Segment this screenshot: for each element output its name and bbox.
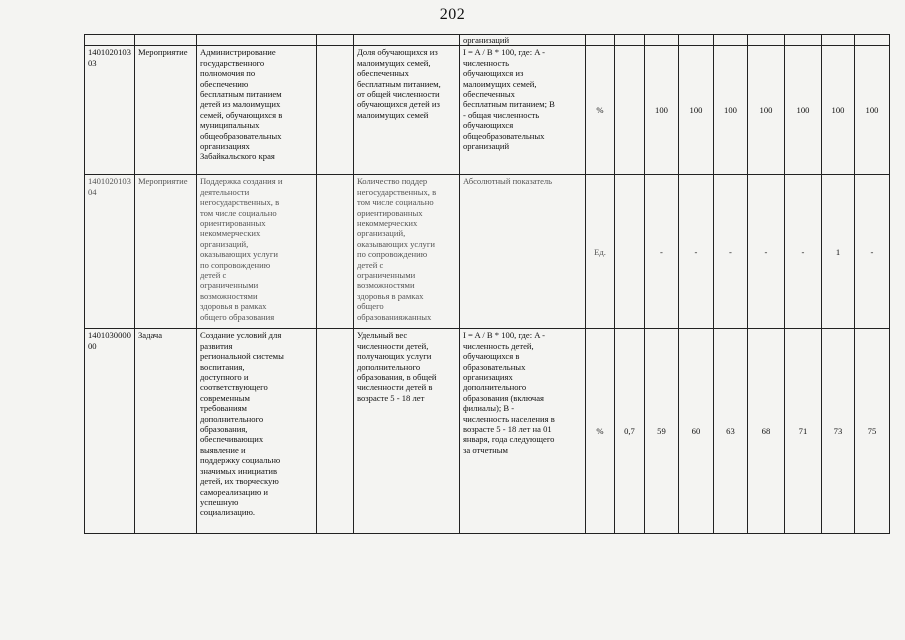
table-cell — [784, 35, 821, 46]
row-value: 60 — [678, 329, 713, 534]
row-value: 100 — [713, 46, 747, 175]
row-type: Мероприятие — [134, 175, 196, 329]
row-indicator: Количество поддер негосударственных, в том числе социально ориентированных некоммерческих организаций, оказывающих услуги по сопровождению детей с ограниченными возможностями здоровья в рамках общего образованияжанных — [353, 175, 459, 329]
row-value: 100 — [747, 46, 784, 175]
empty-cell — [316, 329, 353, 534]
table-row — [85, 46, 890, 175]
table-cell — [747, 35, 784, 46]
table-cell — [713, 35, 747, 46]
row-value: - — [678, 175, 713, 329]
row-value: - — [784, 175, 821, 329]
row-formula: Абсолютный показатель — [459, 175, 585, 329]
row-unit: % — [585, 329, 614, 534]
row-value: 71 — [784, 329, 821, 534]
row-value: 75 — [854, 329, 889, 534]
continued-formula-fragment: организаций — [459, 35, 585, 46]
page-number: 202 — [439, 6, 466, 23]
table-cell — [644, 35, 678, 46]
table-cell — [196, 35, 316, 46]
table-cell — [134, 35, 196, 46]
row-indicator: Доля обучающихся из малоимущих семей, обеспеченных бесплатным питанием, от общей численности обучающихся детей из малоимущих семей — [353, 46, 459, 175]
row-formula: I = A / B * 100, где: A - численность детей, обучающихся в образовательных организациях дополнительного образования (включая филиалы); B - численность населения в возрасте 5 - 18 лет на 01 января, года следующего за отчетным — [459, 329, 585, 534]
row-value: 100 — [644, 46, 678, 175]
row-unit: Ед. — [585, 175, 614, 329]
row-code: 1401020103 03 — [85, 46, 135, 175]
row-value: - — [747, 175, 784, 329]
row-value: - — [713, 175, 747, 329]
row-value: 59 — [644, 329, 678, 534]
table-cell — [821, 35, 854, 46]
row-code: 1401020103 04 — [85, 175, 135, 329]
table-row-continuation — [85, 35, 890, 46]
table-cell — [316, 35, 353, 46]
row-weight: 0,7 — [614, 329, 644, 534]
table-cell — [85, 35, 135, 46]
row-value: 63 — [713, 329, 747, 534]
row-value: 1 — [821, 175, 854, 329]
indicators-table — [84, 34, 890, 534]
row-value: 100 — [678, 46, 713, 175]
row-unit: % — [585, 46, 614, 175]
row-code: 1401030000 00 — [85, 329, 135, 534]
row-name: Поддержка создания и деятельности негосударственных, в том числе социально ориентированных некоммерческих организаций, оказывающих услуги по сопровождению детей с ограниченными возможностями здоровья в рамках общего образования — [196, 175, 316, 329]
row-name: Создание условий для развития региональной системы воспитания, доступного и соответствующего современным требованиям дополнительного образования, обеспечивающих выявление и поддержку социально значимых инициатив детей, их творческую самореализацию и успешную социализацию. — [196, 329, 316, 534]
table-cell — [353, 35, 459, 46]
table-cell — [614, 35, 644, 46]
table-cell — [854, 35, 889, 46]
row-formula: I = A / B * 100, где: A - численность обучающихся из малоимущих семей, обеспеченных бесплатным питанием; B - общая численность обучающихся общеобразовательных организаций — [459, 46, 585, 175]
row-indicator: Удельный вес численности детей, получающих услуги дополнительного образования, в общей численности детей в возрасте 5 - 18 лет — [353, 329, 459, 534]
table-row — [85, 329, 890, 534]
row-weight — [614, 46, 644, 175]
row-value: 73 — [821, 329, 854, 534]
table-cell — [585, 35, 614, 46]
table-row — [85, 175, 890, 329]
table-cell — [678, 35, 713, 46]
empty-cell — [316, 175, 353, 329]
row-weight — [614, 175, 644, 329]
row-type: Задача — [134, 329, 196, 534]
row-value: - — [644, 175, 678, 329]
empty-cell — [316, 46, 353, 175]
row-value: - — [854, 175, 889, 329]
row-value: 68 — [747, 329, 784, 534]
row-value: 100 — [821, 46, 854, 175]
row-name: Администрирование государственного полномочия по обеспечению бесплатным питанием детей из малоимущих семей, обучающихся в муниципальных общеобразовательных организациях Забайкальского края — [196, 46, 316, 175]
row-value: 100 — [854, 46, 889, 175]
row-value: 100 — [784, 46, 821, 175]
row-type: Мероприятие — [134, 46, 196, 175]
